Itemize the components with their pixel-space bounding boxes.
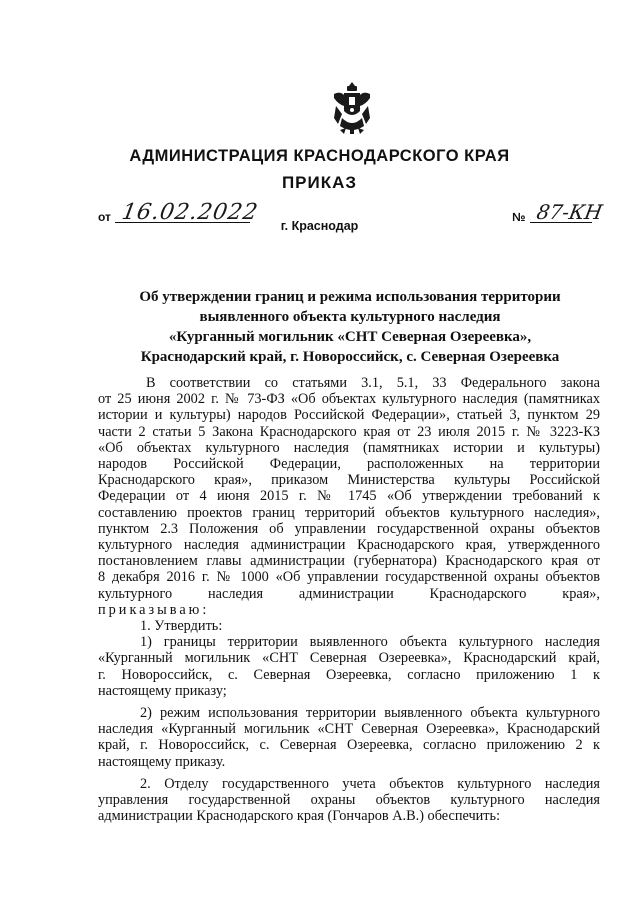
document-type: ПРИКАЗ xyxy=(281,173,358,192)
handwritten-date: 16.02.2022 xyxy=(119,200,261,225)
item-1 xyxy=(98,618,600,634)
text-line: край, г. Новороссийск, с. Северная Озереевка, согласно приложению 2 к xyxy=(98,737,600,754)
item-2 xyxy=(98,776,600,825)
item-1-2 xyxy=(98,705,600,770)
order-body xyxy=(98,375,600,824)
text-line: постановлением главы администрации (губернатора) Краснодарского края от xyxy=(98,553,600,570)
date-prefix: от xyxy=(98,210,111,224)
text-line: истории и культуры) народов Российской Федерации», статьей 3, пунктом 29 xyxy=(98,407,600,424)
text-line: Краснодарского края», приказом Министерства культуры Российской xyxy=(98,472,600,489)
subject-line: выявленного объекта культурного наследия xyxy=(199,309,501,325)
text-line: В соответствии со статьями 3.1, 5.1, 33 Федерального закона xyxy=(146,375,600,391)
text-line: пунктом 2.3 Положения об управлении государственной охраны объектов xyxy=(98,520,600,537)
subject-line: Краснодарский край, г. Новороссийск, с. Северная Озереевка xyxy=(140,349,560,365)
text-line: управления государственной охраны объектов культурного наследия xyxy=(98,792,600,809)
text-line: 1) границы территории выявленного объекта культурного наследия xyxy=(140,634,600,651)
text-line: 8 декабря 2016 г. № 1000 «Об управлении государственной охраны объектов xyxy=(98,569,600,586)
text-line: «Об объектах культурного наследия (памятниках истории и культуры) xyxy=(98,439,600,456)
text-line: «Курганный могильник «СНТ Северная Озереевка», Краснодарский край, xyxy=(98,650,600,667)
text-line: настоящему приказу. xyxy=(98,753,226,770)
preamble-paragraph xyxy=(98,375,600,618)
text-line: 1. Утвердить: xyxy=(140,618,223,635)
text-line: наследия «Курганный могильник «СНТ Северная Озереевка», Краснодарский xyxy=(98,721,600,738)
text-line: части 2 статьи 5 Закона Краснодарского края от 23 июля 2015 г. № 3223-КЗ xyxy=(98,423,600,440)
text-line: культурного наследия администрации Краснодарского края, утвержденного xyxy=(98,537,600,554)
handwritten-number: 87-КН xyxy=(534,200,605,224)
text-line: составлению проектов границ территорий объектов культурного наследия», xyxy=(98,504,600,521)
item-1-1 xyxy=(98,634,600,699)
number-prefix: № xyxy=(512,210,526,224)
text-line: 2) режим использования территории выявленного объекта культурного xyxy=(140,705,600,722)
text-line: культурного наследия администрации Краснодарского края», xyxy=(98,585,600,602)
text-line: г. Новороссийск, с. Северная Озереевка, согласно приложению 1 к xyxy=(98,666,600,683)
text-line: Федерации от 4 июня 2015 г. № 1745 «Об утверждении требований к xyxy=(98,488,600,505)
order-subject xyxy=(60,287,639,367)
text-line: настоящему приказу; xyxy=(98,682,227,699)
text-line: от 25 июня 2002 г. № 73-ФЗ «Об объектах культурного наследия (памятниках xyxy=(98,391,600,408)
text-line: народов Российской Федерации, расположенных на территории xyxy=(98,456,600,473)
city-label: г. Краснодар xyxy=(280,219,359,233)
order-word: приказываю: xyxy=(98,601,210,618)
subject-line: Об утверждении границ и режима использования территории xyxy=(139,289,561,305)
subject-line: «Курганный могильник «СНТ Северная Озереевка», xyxy=(168,329,532,345)
organization-title: АДМИНИСТРАЦИЯ КРАСНОДАРСКОГО КРАЯ xyxy=(129,147,510,165)
text-line: 2. Отделу государственного учета объектов культурного наследия xyxy=(140,775,600,792)
coat-of-arms-icon xyxy=(330,80,374,136)
date-number-row xyxy=(0,200,639,233)
text-line: администрации Краснодарского края (Гончаров А.В.) обеспечить: xyxy=(98,808,501,825)
